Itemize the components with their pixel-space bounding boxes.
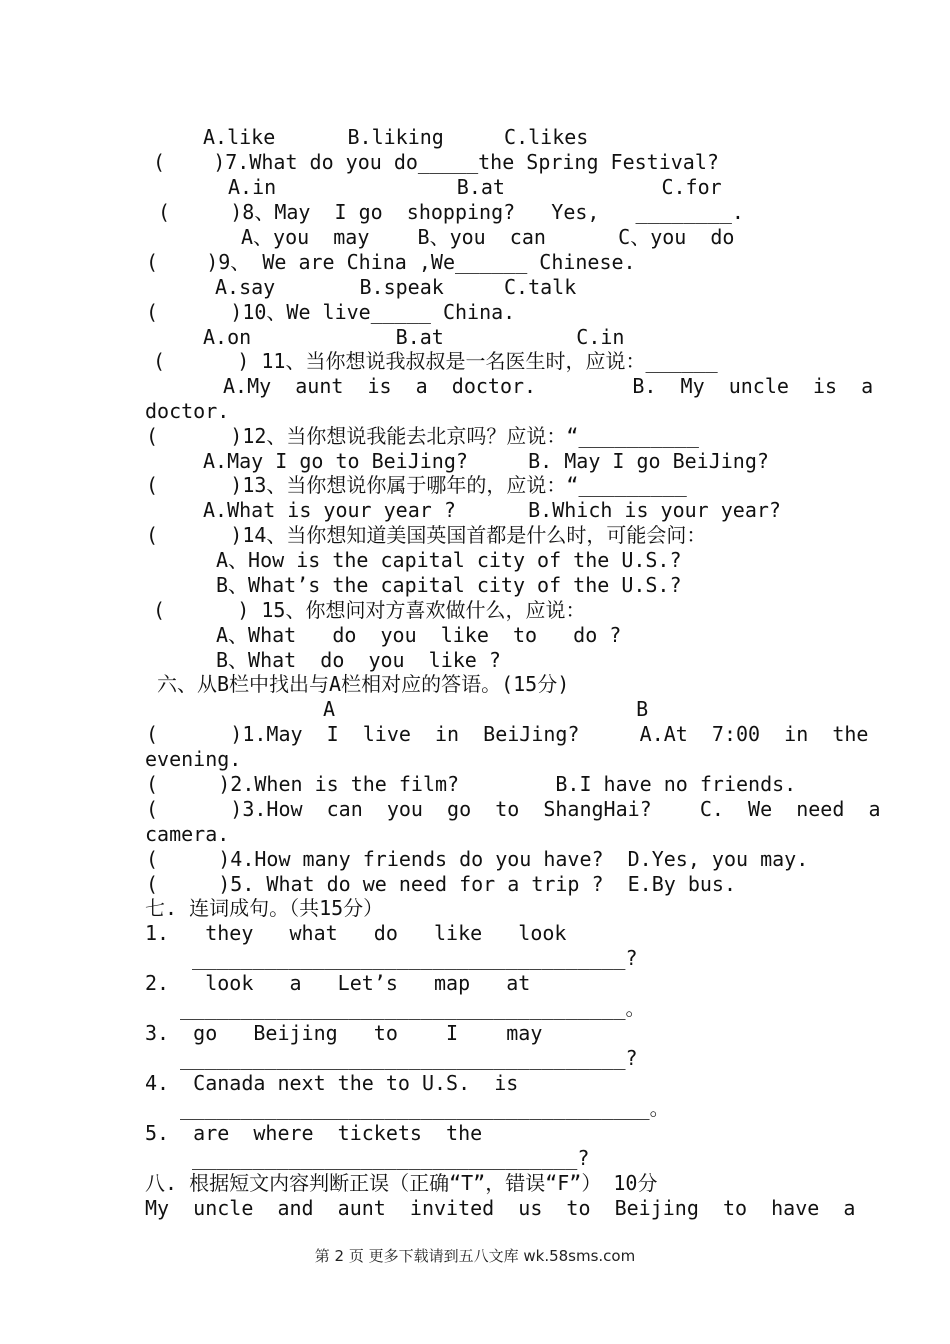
q14-option-b: B、What’s the capital city of the U.S.?: [216, 573, 682, 597]
q12-stem: ( )12、当你想说我能去北京吗？应说：“__________: [146, 424, 699, 448]
q14-option-a: A、How is the capital city of the U.S.?: [216, 548, 682, 572]
q14-stem: ( )14、当你想知道美国英国首都是什么时，可能会问：: [146, 523, 707, 547]
match-3-wrap: camera.: [145, 822, 230, 846]
q10-stem: ( )10、We live_____ China.: [146, 300, 516, 324]
sentence-1-answer-line: ____________________________________?: [192, 946, 638, 970]
q13-stem: ( )13、当你想说你属于哪年的，应说：“_________: [146, 473, 687, 497]
q11-stem: ( ) 11、当你想说我叔叔是一名医生时，应说：______: [153, 349, 718, 373]
q7-stem: ( )7.What do you do_____the Spring Festival?: [153, 150, 719, 174]
sentence-1-words: 1. they what do like look: [145, 921, 567, 945]
match-1-wrap: evening.: [145, 747, 242, 771]
match-3: ( )3.How can you go to ShangHai? C. We need a: [146, 797, 881, 821]
q15-stem: ( ) 15、你想问对方喜欢做什么，应说：: [153, 598, 586, 622]
sentence-5-answer-line: ________________________________?: [192, 1146, 590, 1170]
q13-options: A.What is your year ? B.Which is your year?: [203, 498, 781, 522]
sentence-4-words: 4. Canada next the to U.S. is: [145, 1071, 519, 1095]
q9-options: A.say B.speak C.talk: [215, 275, 577, 299]
sentence-4-answer-line: _______________________________________。: [180, 1096, 670, 1120]
match-1: ( )1.May I live in BeiJing? A.At 7:00 in the: [146, 722, 869, 746]
sentence-2-words: 2. look a Let’s map at: [145, 971, 531, 995]
q12-options: A.May I go to BeiJing? B. May I go BeiJing?: [203, 449, 769, 473]
q6-options: A.like B.liking C.likes: [203, 125, 589, 149]
section-8-heading: 八. 根据短文内容判断正误（正确“T”，错误“F”） 10分: [145, 1171, 658, 1195]
q8-options: A、you may B、you can C、you do: [241, 225, 735, 249]
match-2: ( )2.When is the film? B.I have no friends.: [146, 772, 797, 796]
q10-options: A.on B.at C.in: [203, 325, 625, 349]
sentence-3-words: 3. go Beijing to I may: [145, 1021, 543, 1045]
q7-options: A.in B.at C.for: [228, 175, 722, 199]
passage-first-line: My uncle and aunt invited us to Beijing to have a: [145, 1196, 856, 1220]
section-7-heading: 七. 连词成句。（共15分）: [145, 896, 384, 920]
sentence-2-answer-line: _____________________________________。: [180, 996, 646, 1020]
q15-option-b: B、What do you like ?: [216, 648, 501, 672]
q11-options-wrap: doctor.: [145, 399, 230, 423]
section-6-column-headers: A B: [323, 697, 649, 721]
section-6-heading: 六、从B栏中找出与A栏相对应的答语。(15分): [157, 672, 570, 696]
q15-option-a: A、What do you like to do ?: [216, 623, 622, 647]
q8-stem: ( )8、May I go shopping? Yes, ________.: [158, 200, 744, 224]
sentence-3-answer-line: _____________________________________?: [180, 1046, 638, 1070]
match-5: ( )5. What do we need for a trip ? E.By bus.: [146, 872, 737, 896]
sentence-5-words: 5. are where tickets the: [145, 1121, 483, 1145]
match-4: ( )4.How many friends do you have? D.Yes, you may.: [146, 847, 809, 871]
page-footer: 第 2 页 更多下载请到五八文库 wk.58sms.com: [314, 1247, 636, 1265]
q11-options: A.My aunt is a doctor. B. My uncle is a: [223, 374, 874, 398]
q9-stem: ( )9、 We are China ,We______ Chinese.: [146, 250, 636, 274]
